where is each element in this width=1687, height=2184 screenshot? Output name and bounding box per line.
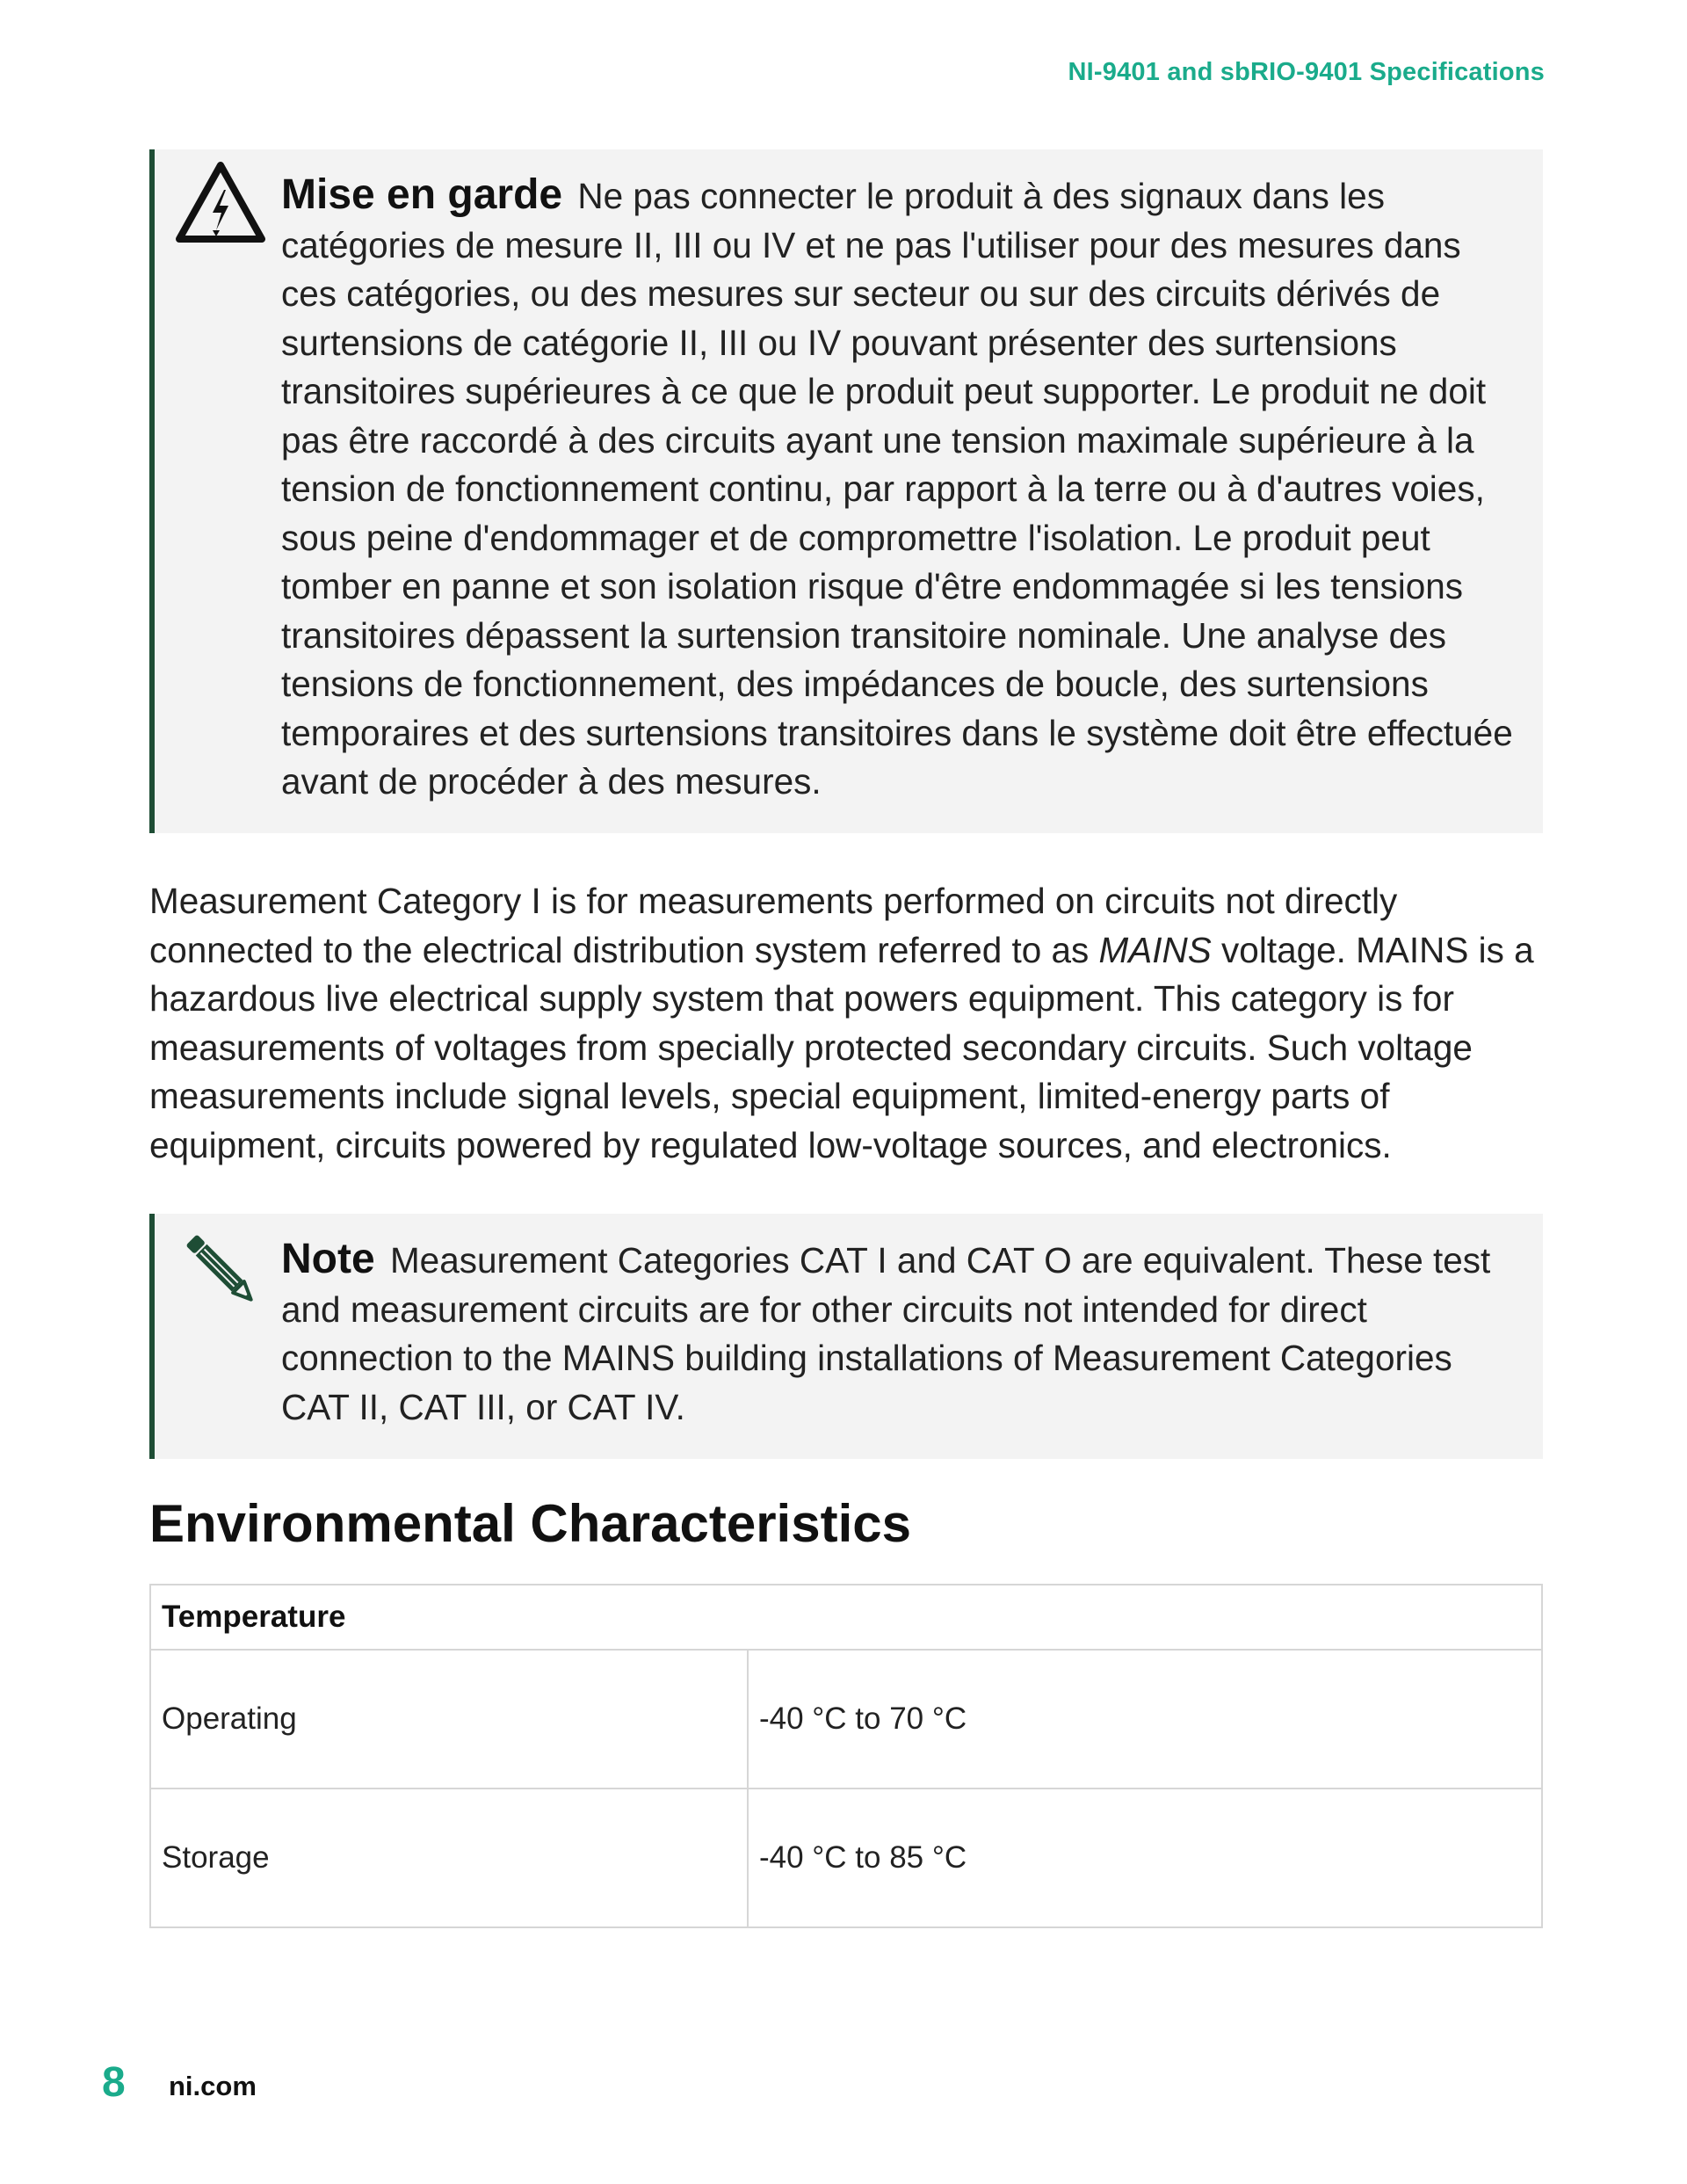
- table-cell-label: Operating: [150, 1650, 748, 1789]
- running-header: NI-9401 and sbRIO-9401 Specifications: [1068, 58, 1545, 86]
- table-header-cell: Temperature: [150, 1585, 1542, 1650]
- electrical-hazard-warning-icon: [174, 158, 267, 251]
- footer-site-link[interactable]: ni.com: [169, 2071, 257, 2101]
- note-text: Measurement Categories CAT I and CAT O are equivalent. These test and measurement circuits are for other circuits not intended for direct connection to the MAINS building installations of Measurement Categories CAT II, CAT III, or CAT IV.: [281, 1240, 1491, 1427]
- caution-callout: [149, 149, 1543, 833]
- table-row: [150, 1789, 1542, 1927]
- caution-label: Mise en garde: [281, 171, 563, 218]
- pencil-icon: [174, 1223, 267, 1316]
- note-text-block: [281, 1235, 1522, 1432]
- note-callout: [149, 1214, 1543, 1459]
- paragraph-text-after: voltage. MAINS is a hazardous live electrical supply system that powers equipment. This category is for measurements of voltages from specially protected secondary circuits. Such voltage measurements include signal levels, special equipment, limited-energy parts of equipment, circuits powered by regulated low-voltage sources, and electronics.: [149, 929, 1534, 1165]
- caution-text-block: [281, 171, 1522, 807]
- table-cell-value: -40 °C to 85 °C: [748, 1789, 1542, 1927]
- page-number: 8: [102, 2059, 126, 2106]
- note-label: Note: [281, 1236, 375, 1282]
- paragraph-text-before: Measurement Category I is for measurements performed on circuits not directly connected to the electrical distribution system referred to as: [149, 881, 1398, 970]
- table-header-row: [150, 1585, 1542, 1650]
- paragraph-emphasis: MAINS: [1098, 929, 1212, 970]
- table-row: [150, 1650, 1542, 1789]
- environmental-spec-table: [149, 1584, 1543, 1928]
- table-cell-value: -40 °C to 70 °C: [748, 1650, 1542, 1789]
- table-cell-label: Storage: [150, 1789, 748, 1927]
- caution-text: Ne pas connecter le produit à des signaux dans les catégories de mesure II, III ou IV et ne pas l'utiliser pour des mesures dans ces catégories, ou des mesures sur secteur ou sur des circuits dérivés de surtensions de catégorie II, III ou IV pouvant présenter des surtensions transitoires supérieures à ce que le produit peut supporter. Le produit ne doit pas être raccordé à des circuits ayant une tension maximale supérieure à la tension de fonctionnement continu, par rapport à la terre ou à d'autres voies, sous peine d'endommager et de compromettre l'isolation. Le produit peut tomber en panne et son isolation risque d'être endommagée si les tensions transitoires dépassent la surtension transitoire nominale. Une analyse des tensions de fonctionnement, des impédances de boucle, des surtensions temporaires et des surtensions transitoires dans le système doit être effectuée avant de procéder à des mesures.: [281, 176, 1513, 802]
- section-heading: Environmental Characteristics: [149, 1494, 911, 1553]
- measurement-category-paragraph: [149, 877, 1555, 1170]
